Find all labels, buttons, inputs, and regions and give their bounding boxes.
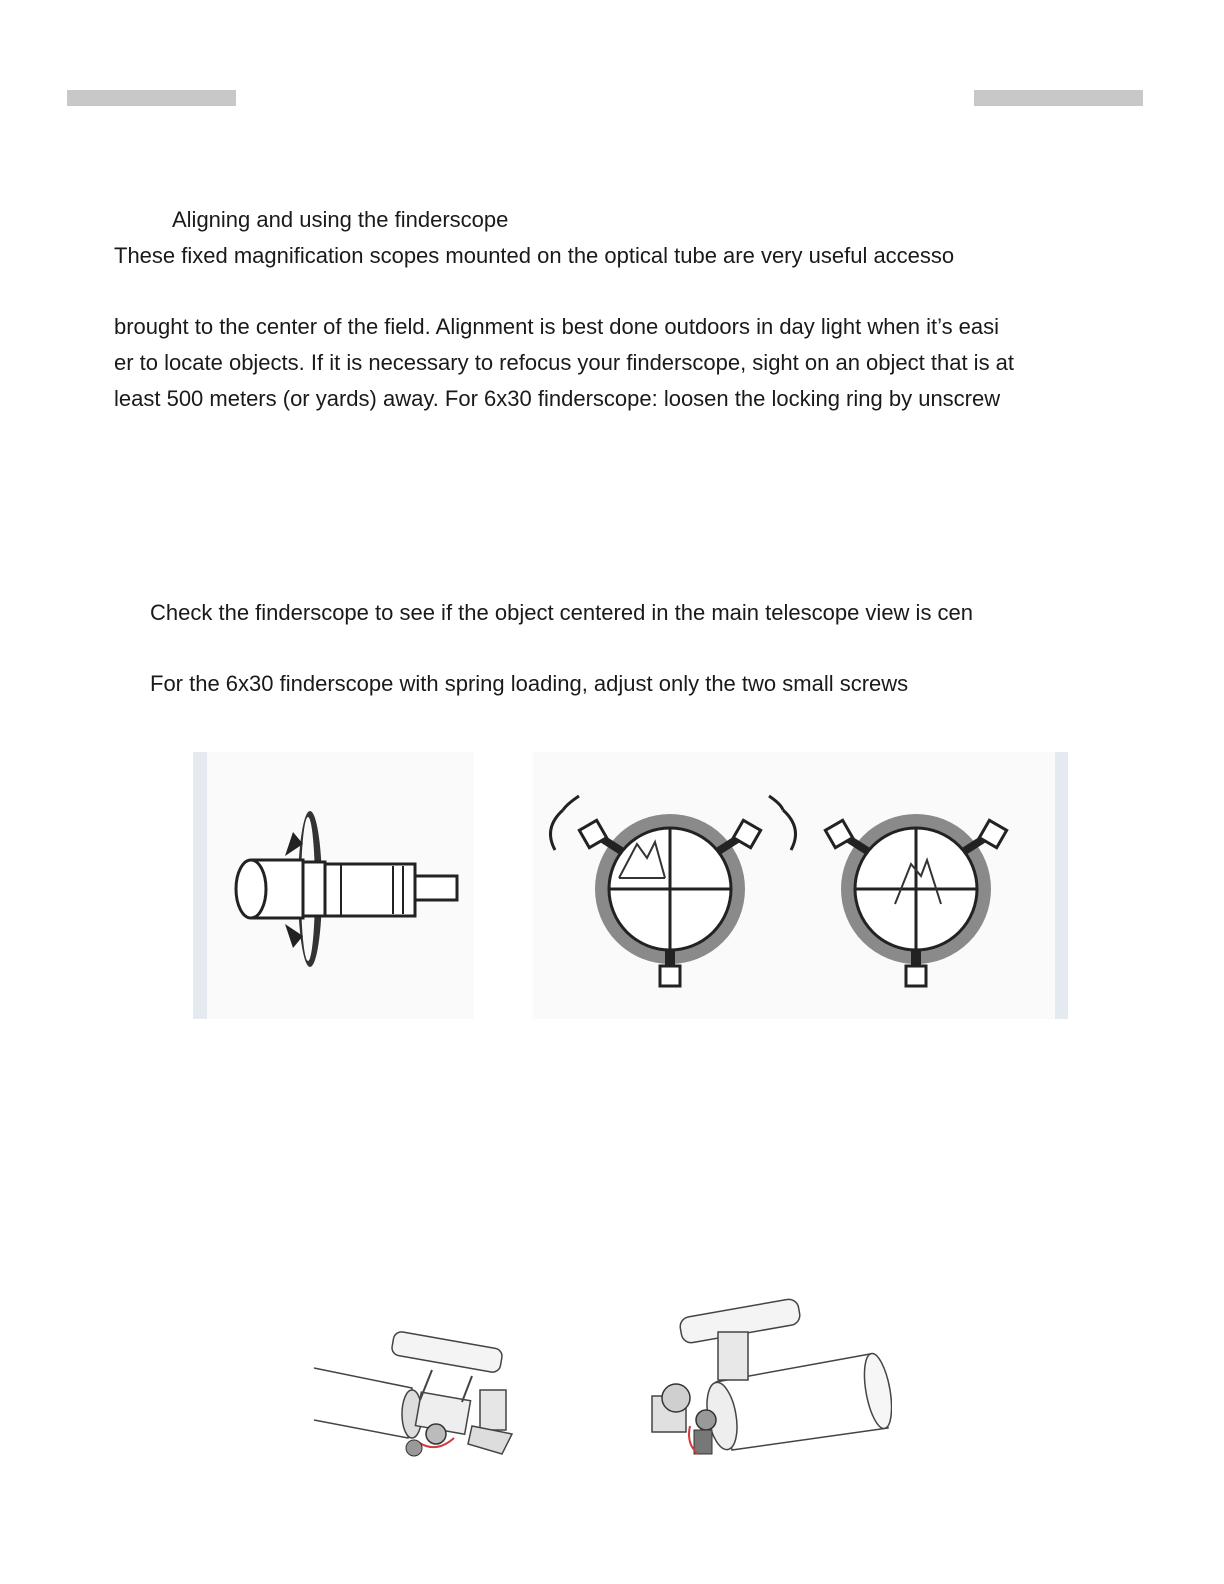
check-instruction: Check the finderscope to see if the object centered in the main telescope view is cen: [150, 600, 974, 625]
refractor-photo: [312, 1330, 522, 1460]
section-heading: Aligning and using the finderscope: [172, 207, 509, 232]
finderscope-focus-ring-icon: [193, 752, 474, 1019]
header-bar-right: [974, 90, 1143, 106]
header-bar-left: [67, 90, 236, 106]
refractor-finderscope-icon: [312, 1330, 522, 1460]
reticle-figure: [533, 752, 1068, 1019]
paragraph-line-2: brought to the center of the field. Alignment is best done outdoors in day light when it’s easi: [114, 314, 1000, 339]
maksutov-photo: [640, 1298, 892, 1488]
maksutov-finderscope-icon: [640, 1298, 892, 1488]
paragraph-line-3: er to locate objects. If it is necessary to refocus your finderscope, sight on an object that is at: [114, 350, 1015, 375]
paragraph-line-4: least 500 meters (or yards) away. For 6x30 finderscope: loosen the locking ring by unscrew: [114, 386, 1001, 411]
focus-ring-figure: [193, 752, 474, 1019]
spring-instruction: For the 6x30 finderscope with spring loading, adjust only the two small screws: [150, 671, 909, 696]
paragraph-line-1: These fixed magnification scopes mounted on the optical tube are very useful accesso: [114, 243, 955, 268]
